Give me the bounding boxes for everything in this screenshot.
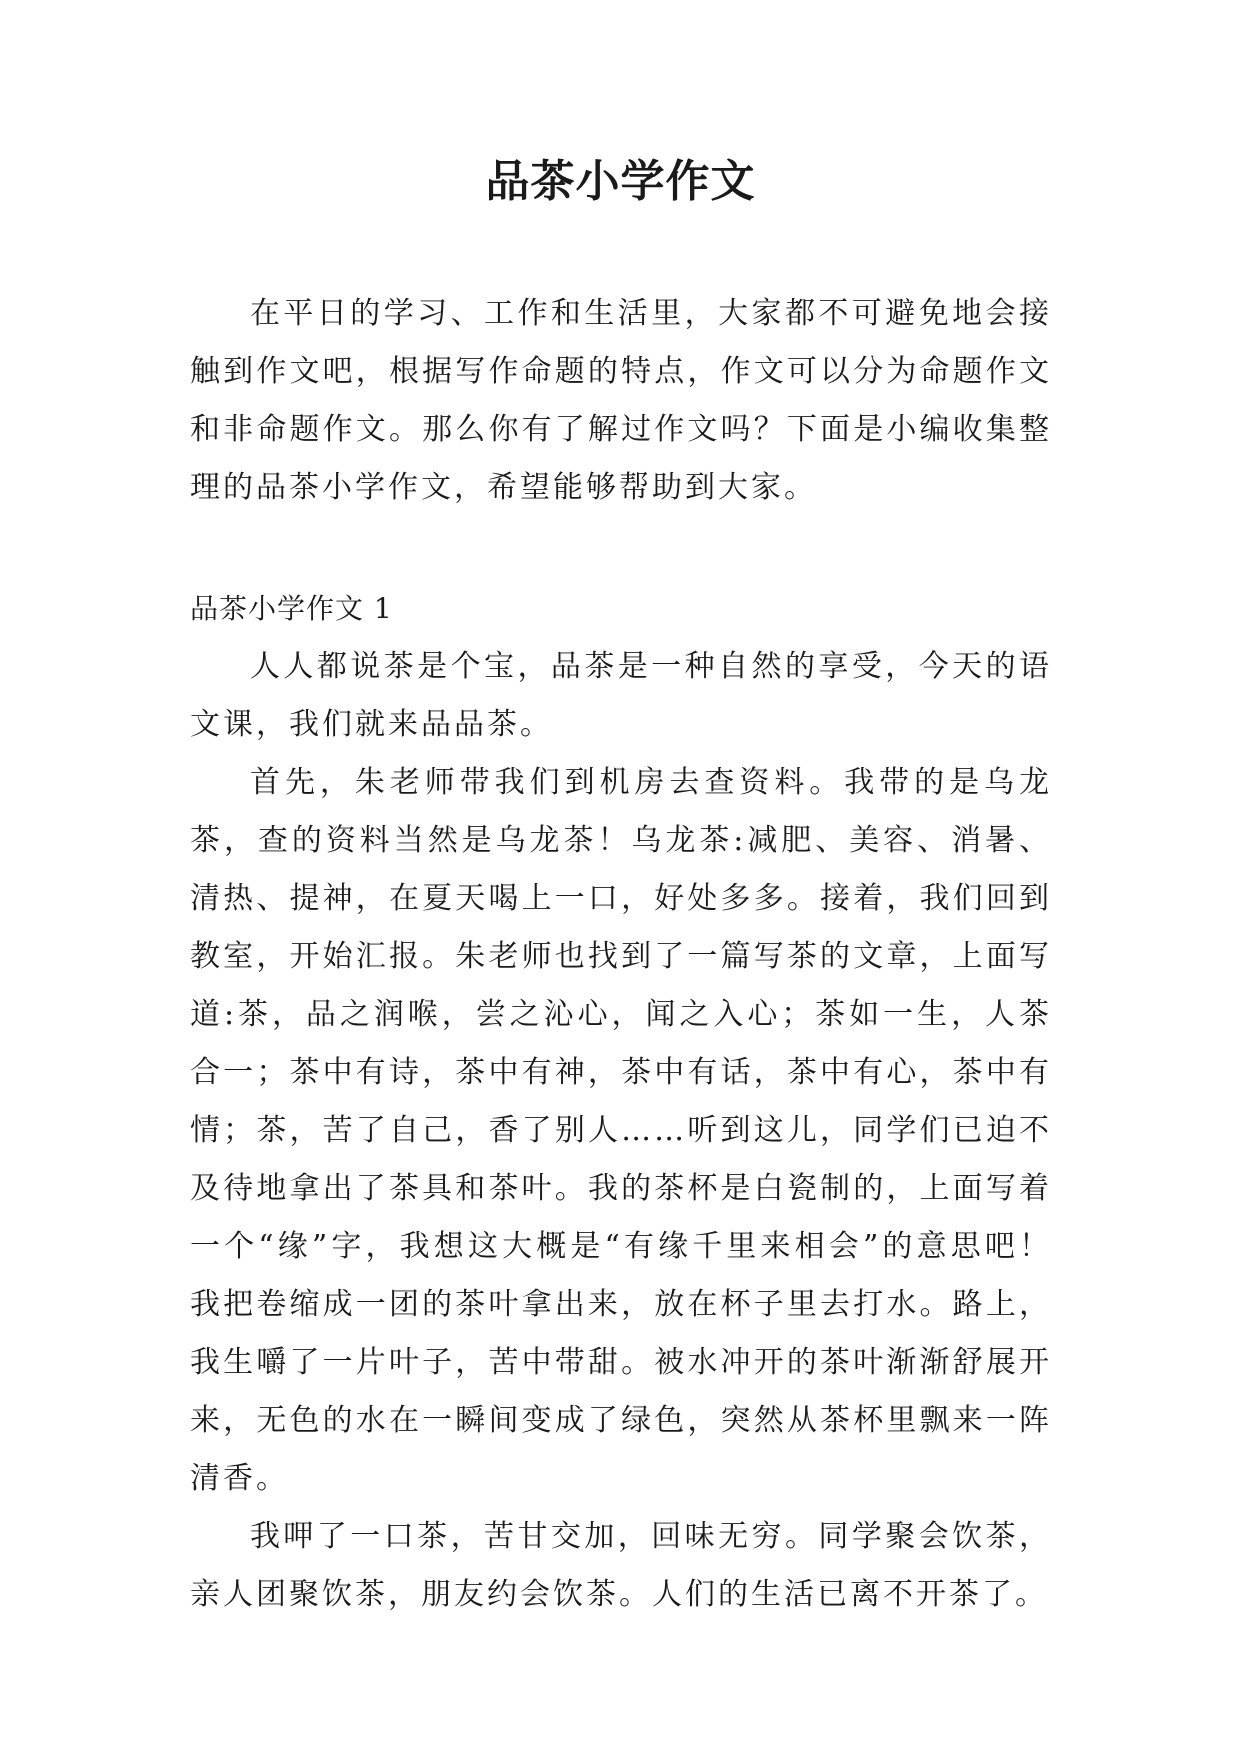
intro-paragraph: 在平日的学习、工作和生活里，大家都不可避免地会接触到作文吧，根据写作命题的特点，作文可以分为命题作文和非命题作文。那么你有了解过作文吗？下面是小编收集整理的品茶小学作文，希望能够帮助到大家。 [190, 296, 1052, 505]
document-title: 品茶小学作文 [485, 156, 756, 207]
section-heading: 品茶小学作文 1 [190, 592, 393, 625]
intro-block [190, 285, 1052, 517]
essay-paragraph-2: 首先，朱老师带我们到机房去查资料。我带的是乌龙茶，查的资料当然是乌龙茶！乌龙茶:减肥、美容、消暑、清热、提神，在夏天喝上一口，好处多多。接着，我们回到教室，开始汇报。朱老师也找到了一篇写茶的文章，上面写道:茶，品之润喉，尝之沁心，闻之入心；茶如一生，人茶合一；茶中有诗，茶中有神，茶中有话，茶中有心，茶中有情；茶，苦了自己，香了别人……听到这儿，同学们已迫不及待地拿出了茶具和茶叶。我的茶杯是白瓷制的，上面写着一个“缘”字，我想这大概是“有缘千里来相会”的意思吧！我把卷缩成一团的茶叶拿出来，放在杯子里去打水。路上，我生嚼了一片叶子，苦中带甜。被水冲开的茶叶渐渐舒展开来，无色的水在一瞬间变成了绿色，突然从茶杯里飘来一阵清香。 [190, 765, 1052, 1496]
essay-paragraph-1: 人人都说茶是个宝，品茶是一种自然的享受，今天的语文课，我们就来品品茶。 [190, 649, 1052, 742]
essay-section [190, 580, 1052, 1624]
essay-paragraph-3: 我呷了一口茶，苦甘交加，回味无穷。同学聚会饮茶，亲人团聚饮茶，朋友约会饮茶。人们的生活已离不开茶了。 [190, 1519, 1052, 1612]
